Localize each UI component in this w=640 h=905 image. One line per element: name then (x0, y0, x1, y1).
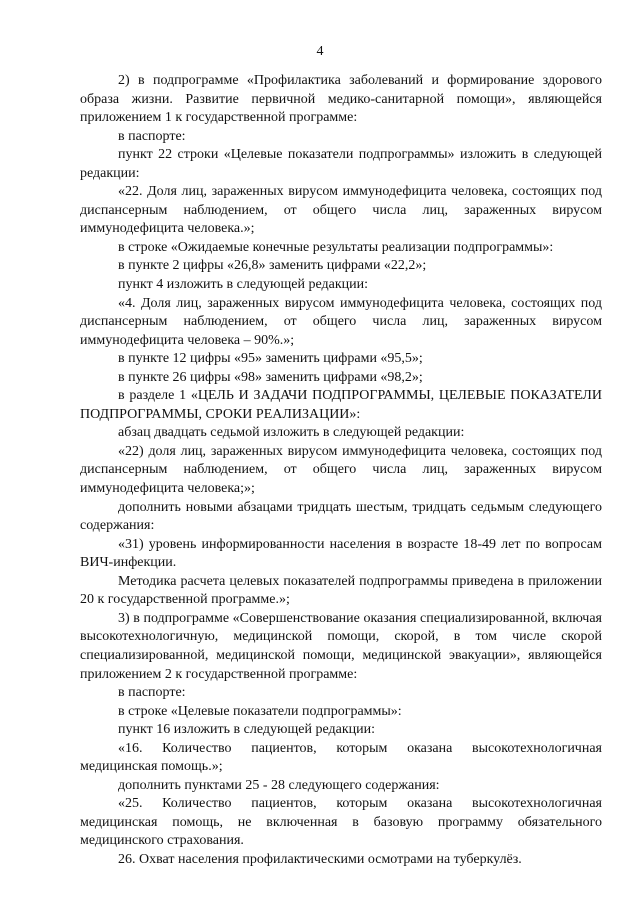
paragraph: пункт 16 изложить в следующей редакции: (118, 722, 375, 738)
paragraph: в паспорте: (118, 685, 186, 701)
paragraph: 3) в подпрограмме «Совершенствование оказания специализированной, включая высокотехнологичную, медицинской помощи, скорой, в том числе скорой специализированной, медицинской помощи, медицинской эвакуации», являющейся приложением 2 к государственной программе: (80, 610, 602, 682)
paragraph: в разделе 1 «ЦЕЛЬ И ЗАДАЧИ ПОДПРОГРАММЫ, ЦЕЛЕВЫЕ ПОКАЗАТЕЛИ ПОДПРОГРАММЫ, СРОКИ РЕАЛИЗАЦИИ»: (80, 388, 602, 422)
paragraph: «16. Количество пациентов, которым оказана высокотехнологичная медицинская помощь.»; (80, 740, 602, 775)
paragraph: в пункте 2 цифры «26,8» заменить цифрами «22,2»; (118, 258, 427, 274)
paragraph: в строке «Целевые показатели подпрограммы»: (118, 703, 402, 719)
paragraph: в пункте 12 цифры «95» заменить цифрами «95,5»; (118, 351, 423, 367)
paragraph: в паспорте: (118, 128, 186, 144)
paragraph: пункт 4 изложить в следующей редакции: (118, 277, 368, 293)
page-number: 4 (316, 44, 324, 59)
paragraph: дополнить новыми абзацами тридцать шестым, тридцать седьмым следующего содержания: (80, 499, 602, 534)
paragraph: Методика расчета целевых показателей подпрограммы приведена в приложении 20 к государственной программе.»; (80, 573, 602, 608)
paragraph: «22) доля лиц, зараженных вирусом иммунодефицита человека, состоящих под диспансерным наблюдением, от общего числа лиц, зараженных вирусом иммунодефицита человека;»; (80, 443, 602, 497)
paragraph: 26. Охват населения профилактическими осмотрами на туберкулёз. (118, 851, 522, 867)
paragraph: пункт 22 строки «Целевые показатели подпрограммы» изложить в следующей редакции: (80, 147, 602, 181)
paragraph: абзац двадцать седьмой изложить в следующей редакции: (118, 425, 465, 441)
paragraph: в строке «Ожидаемые конечные результаты реализации подпрограммы»: (118, 239, 554, 255)
paragraph: 2) в подпрограмме «Профилактика заболеваний и формирование здорового образа жизни. Развитие первичной медико-санитарной помощи», являющейся приложением 1 к государственной программе: (80, 73, 602, 126)
paragraph: «4. Доля лиц, зараженных вирусом иммунодефицита человека, состоящих под диспансерным наблюдением, от общего числа лиц, зараженных вирусом иммунодефицита человека – 90%.»; (80, 295, 602, 348)
document-body (80, 72, 602, 870)
paragraph: в пункте 26 цифры «98» заменить цифрами «98,2»; (118, 369, 423, 385)
paragraph: «22. Доля лиц, зараженных вирусом иммунодефицита человека, состоящих под диспансерным наблюдением, от общего числа лиц, зараженных вирусом иммунодефицита человека.»; (80, 184, 602, 237)
paragraph: «25. Количество пациентов, которым оказана высокотехнологичная медицинская помощь, не включенная в базовую программу обязательного медицинского страхования. (80, 796, 602, 849)
paragraph: «31) уровень информированности населения в возрасте 18-49 лет по вопросам ВИЧ-инфекции. (80, 536, 602, 571)
paragraph: дополнить пунктами 25 - 28 следующего содержания: (118, 777, 440, 793)
